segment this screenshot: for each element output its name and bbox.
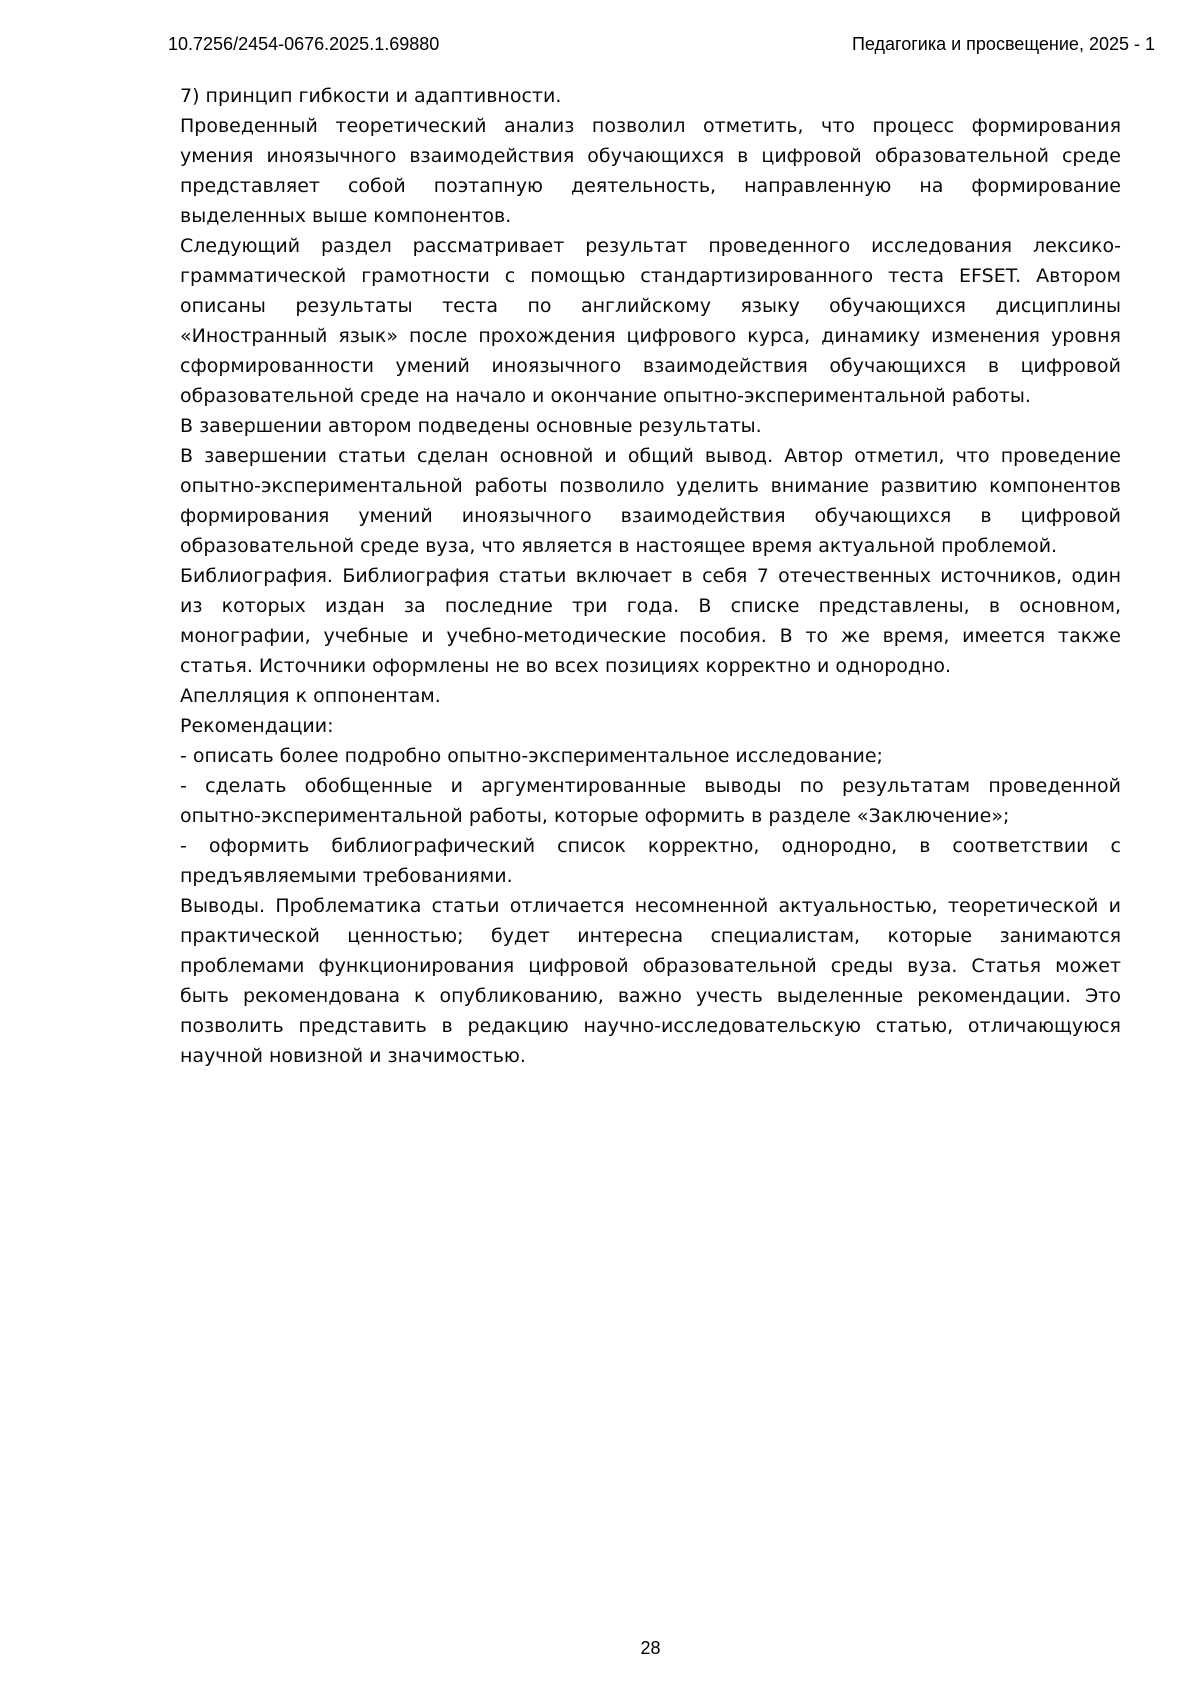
paragraph	[180, 81, 1121, 111]
text-line: Следующий раздел рассматривает результат проведенного исследования лексико-	[180, 235, 1121, 257]
text-line: грамматической грамотности с помощью стандартизированного теста EFSET. Автором	[180, 265, 1121, 287]
text-line: умения иноязычного взаимодействия обучающихся в цифровой образовательной среде	[180, 145, 1121, 167]
text-line: практической ценностью; будет интересна специалистам, которые занимаются	[180, 925, 1121, 947]
text-line: выделенных выше компонентов.	[180, 205, 512, 227]
text-line: - оформить библиографический список корректно, однородно, в соответствии с	[180, 835, 1121, 857]
text-line: проблемами функционирования цифровой образовательной среды вуза. Статья может	[180, 955, 1121, 977]
paragraph	[180, 771, 1121, 831]
text-line: монографии, учебные и учебно-методические пособия. В то же время, имеется также	[180, 625, 1121, 647]
text-line: опытно-экспериментальной работы, которые оформить в разделе «Заключение»;	[180, 805, 1010, 827]
text-line: образовательной среде на начало и окончание опытно-экспериментальной работы.	[180, 385, 1031, 407]
page-number: 28	[640, 1638, 661, 1658]
text-line: формирования умений иноязычного взаимодействия обучающихся в цифровой	[180, 505, 1121, 527]
paragraph	[180, 681, 1121, 711]
text-line: 7) принцип гибкости и адаптивности.	[180, 85, 562, 107]
doi-text: 10.7256/2454-0676.2025.1.69880	[168, 34, 440, 54]
text-line: В завершении статьи сделан основной и общий вывод. Автор отметил, что проведение	[180, 445, 1121, 467]
article-text	[180, 81, 1121, 1071]
text-line: Библиография. Библиография статьи включает в себя 7 отечественных источников, один	[180, 565, 1121, 587]
text-line: предъявляемыми требованиями.	[180, 865, 513, 887]
text-line: быть рекомендована к опубликованию, важно учесть выделенные рекомендации. Это	[180, 985, 1121, 1007]
paragraph	[180, 411, 1121, 441]
text-line: представляет собой поэтапную деятельность, направленную на формирование	[180, 175, 1121, 197]
text-line: - описать более подробно опытно-экспериментальное исследование;	[180, 745, 883, 767]
text-line: «Иностранный язык» после прохождения цифрового курса, динамику изменения уровня	[180, 325, 1121, 347]
text-line: - сделать обобщенные и аргументированные выводы по результатам проведенной	[180, 775, 1121, 797]
text-line: описаны результаты теста по английскому языку обучающихся дисциплины	[180, 295, 1121, 317]
text-line: Проведенный теоретический анализ позволил отметить, что процесс формирования	[180, 115, 1121, 137]
text-line: образовательной среде вуза, что является в настоящее время актуальной проблемой.	[180, 535, 1058, 557]
paragraph	[180, 111, 1121, 231]
text-line: сформированности умений иноязычного взаимодействия обучающихся в цифровой	[180, 355, 1121, 377]
journal-title: Педагогика и просвещение, 2025 - 1	[851, 34, 1155, 54]
paragraph	[180, 741, 1121, 771]
text-line: Рекомендации:	[180, 715, 334, 737]
text-line: из которых издан за последние три года. В списке представлены, в основном,	[180, 595, 1121, 617]
text-line: позволить представить в редакцию научно-исследовательскую статью, отличающуюся	[180, 1015, 1121, 1037]
text-line: В завершении автором подведены основные результаты.	[180, 415, 762, 437]
paragraph	[180, 231, 1121, 411]
paragraph	[180, 561, 1121, 681]
text-line: научной новизной и значимостью.	[180, 1045, 526, 1067]
page-header	[168, 33, 1155, 55]
paragraph	[180, 441, 1121, 561]
text-line: статья. Источники оформлены не во всех позициях корректно и однородно.	[180, 655, 952, 677]
text-line: опытно-экспериментальной работы позволило уделить внимание развитию компонентов	[180, 475, 1121, 497]
text-line: Апелляция к оппонентам.	[180, 685, 441, 707]
paragraph	[180, 711, 1121, 741]
paragraph	[180, 831, 1121, 891]
text-line: Выводы. Проблематика статьи отличается несомненной актуальностью, теоретической и	[180, 895, 1121, 917]
paragraph	[180, 891, 1121, 1071]
